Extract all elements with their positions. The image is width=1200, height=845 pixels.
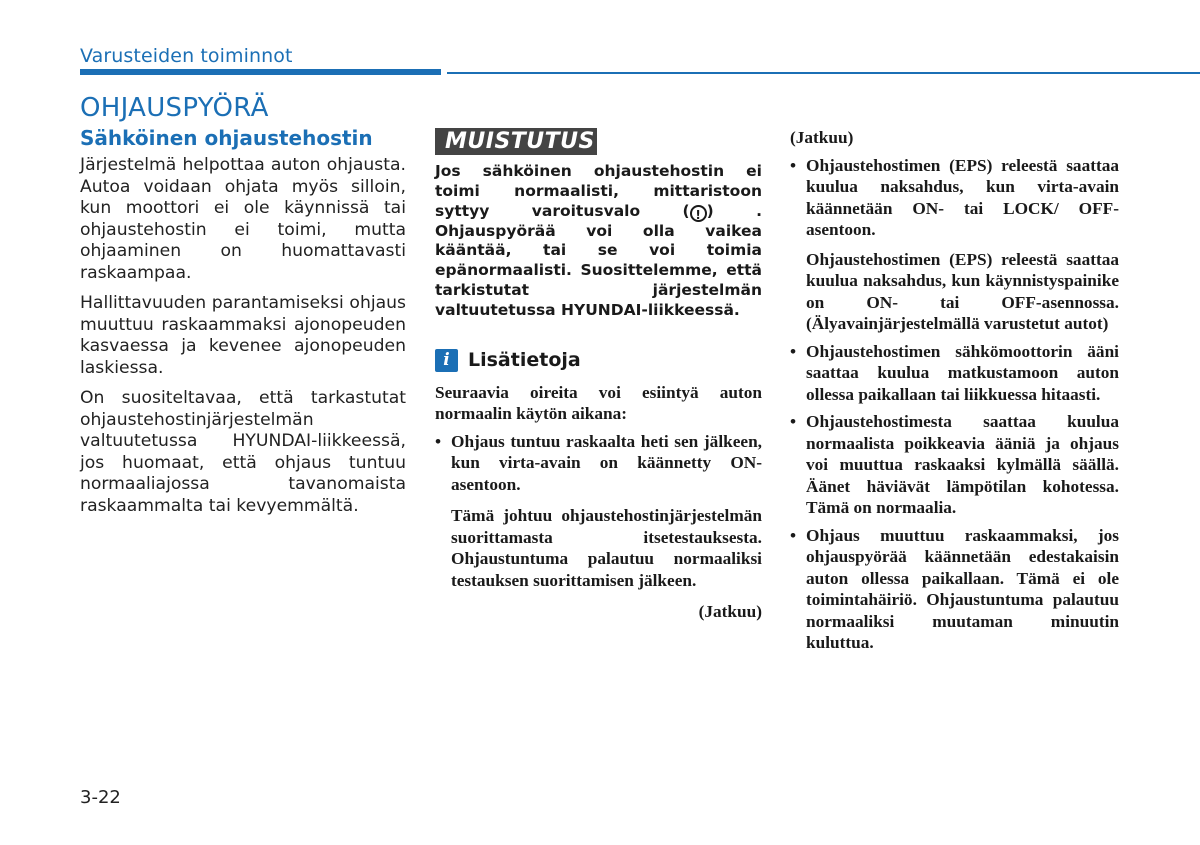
notice-text bbox=[435, 162, 762, 321]
column-left bbox=[80, 155, 406, 526]
bullet-marker: • bbox=[435, 431, 442, 451]
header-rule-thin bbox=[447, 72, 1200, 74]
bullet-marker: • bbox=[790, 412, 797, 431]
chapter-header: Varusteiden toiminnot bbox=[80, 45, 293, 67]
list-item-text: Ohjaustehostimesta saattaa kuulua normaalista poikkeavia ääniä ja ohjaus voi muuttua raskaaksi kylmällä säällä. Äänet häviävät lämpötilan kohotessa. Tämä on normaalia. bbox=[806, 412, 1119, 517]
info-header bbox=[435, 349, 762, 372]
list-item-text: Ohjaus tuntuu raskaalta heti sen jälkeen, kun virta-avain on käännetty ON-asentoon. bbox=[451, 431, 762, 494]
bullet-marker: • bbox=[790, 341, 797, 361]
section-subtitle: Sähköinen ohjaustehostin bbox=[80, 126, 373, 150]
list-item bbox=[435, 431, 762, 496]
notice-text-end: ) . Ohjauspyörää voi olla vaikea kääntää, tai se voi toimia epänormaalisti. Suosittelemme, että tarkistutat järjestelmän valtuutetussa HYUNDAI-liikkeessä. bbox=[435, 201, 762, 319]
list-item-text: Ohjaustehostimen sähkömoottorin ääni saattaa kuulua matkustamoon auton ollessa paikallaan tai liikkuessa hitaasti. bbox=[806, 341, 1119, 404]
list-item-text: Ohjaustehostimen (EPS) releestä saattaa kuulua naksahdus, kun virta-avain käännetään ON- tai LOCK/ OFF-asentoon. bbox=[806, 155, 1119, 239]
notice-badge: MUISTUTUS bbox=[435, 128, 597, 155]
body-paragraph: On suositeltavaa, että tarkastutat ohjaustehostinjärjestelmän valtuutetussa HYUNDAI-liikkeessä, jos huomaat, että ohjaus tuntuu normaaliajossa tavanomaista raskaammalta tai kevyemmältä. bbox=[80, 388, 406, 516]
info-intro: Seuraavia oireita voi esiintyä auton normaalin käytön aikana: bbox=[435, 382, 762, 424]
list-item bbox=[790, 155, 1119, 241]
info-icon: i bbox=[435, 349, 458, 372]
column-right bbox=[790, 127, 1119, 654]
list-item bbox=[790, 525, 1119, 654]
info-title: Lisätietoja bbox=[468, 349, 581, 372]
section-title: OHJAUSPYÖRÄ bbox=[80, 93, 269, 123]
list-item-detail: Ohjaustehostimen (EPS) releestä saattaa kuulua naksahdus, kun käynnistyspainike on ON- tai OFF-asennossa. (Älyavainjärjestelmällä varustetut autot) bbox=[806, 249, 1119, 333]
header-rule-thick bbox=[80, 69, 441, 75]
page-number: 3-22 bbox=[80, 787, 121, 808]
continued-label: (Jatkuu) bbox=[790, 128, 854, 147]
steering-warning-icon: ! bbox=[690, 205, 707, 222]
continued-label: (Jatkuu) bbox=[698, 602, 762, 622]
bullet-marker: • bbox=[790, 525, 797, 545]
body-paragraph: Hallittavuuden parantamiseksi ohjaus muuttuu raskaammaksi ajonopeuden kasvaessa ja kevenee ajonopeuden laskiessa. bbox=[80, 293, 406, 378]
list-item bbox=[790, 341, 1119, 406]
list-item bbox=[790, 411, 1119, 519]
column-middle bbox=[435, 128, 762, 640]
list-item-detail: Tämä johtuu ohjaustehostinjärjestelmän suorittamasta itsetestauksesta. Ohjaustuntuma palautuu normaaliksi testauksen suorittamisen jälkeen. bbox=[451, 506, 762, 590]
list-item-text: Ohjaus muuttuu raskaammaksi, jos ohjauspyörää käännetään edestakaisin auton ollessa paikallaan. Tämä ei ole toimintahäiriö. Ohjaustuntuma palautuu normaaliksi muutaman minuutin kuluttua. bbox=[806, 525, 1119, 652]
body-paragraph: Järjestelmä helpottaa auton ohjausta. Autoa voidaan ohjata myös silloin, kun moottori ei ole käynnissä tai ohjaustehostin ei toimi, mutta ohjaaminen on huomattavasti raskaampaa. bbox=[80, 155, 406, 283]
bullet-marker: • bbox=[790, 155, 797, 175]
notice-text-start: Jos sähköinen ohjaustehostin ei toimi normaalisti, mittaristoon syttyy varoitusvalo ( bbox=[435, 162, 762, 220]
